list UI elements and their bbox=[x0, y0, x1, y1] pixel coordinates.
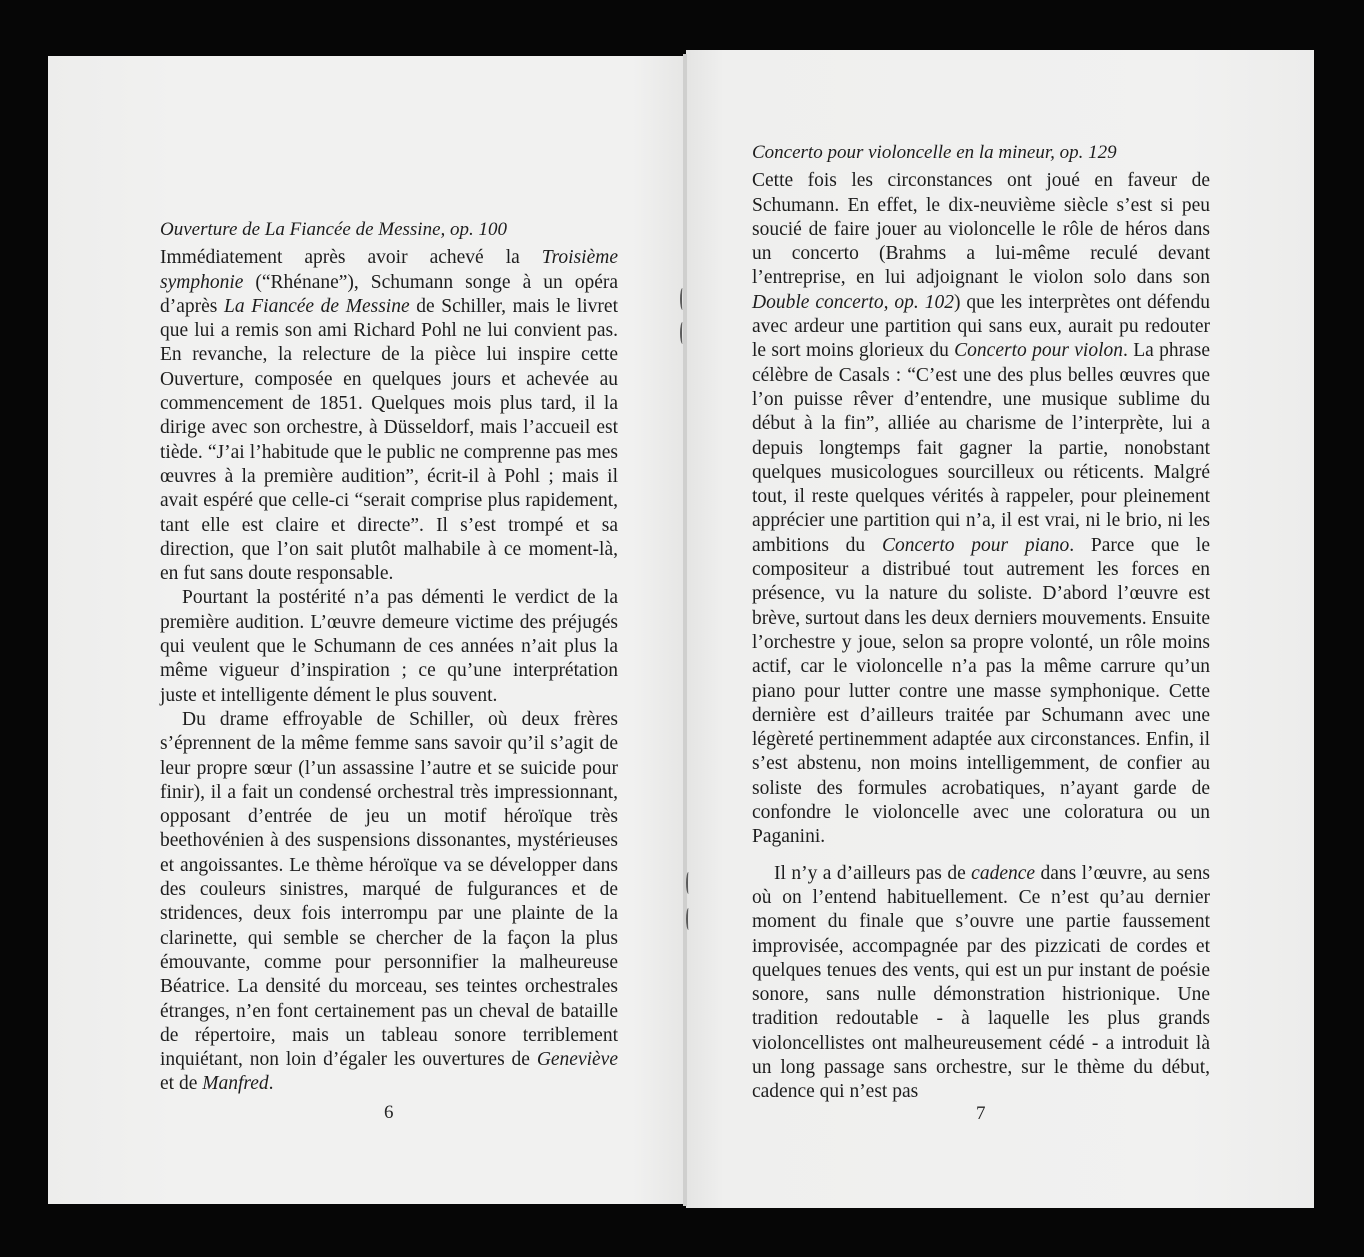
left-page-title: Ouverture de La Fiancée de Messine, op. 100 bbox=[160, 219, 508, 240]
text-run: Il n’y a d’ailleurs pas de bbox=[774, 862, 972, 884]
text-run: (“Rhénane”), Schumann songe à un opéra d’après bbox=[160, 271, 618, 317]
right-page-title: Concerto pour violoncelle en la mineur, op. 129 bbox=[752, 142, 1117, 163]
text-run: ) que les interprètes ont défendu avec ardeur une partition qui sans eux, aurait pu redouter le sort moins glorieux du bbox=[752, 291, 1210, 362]
text-run: . Parce que le compositeur a distribué tout autrement les forces en présence, vu la nature du soliste. D’abord l’œuvre est brève, surtout dans les deux derniers mouvements. Ensuite l’orchestre y joue, selon sa propre volonté, un rôle moins actif, car le violoncelle n’a pas la même carrure qu’un piano pour lutter contre une masse symphonique. Cette dernière est d’ailleurs traitée par Schumann avec une légèreté pertinemment adaptée aux circonstances. Enfin, il s’est abstenu, non moins intelligemment, de confier au soliste des formules acrobatiques, n’ayant garde de confondre le violoncelle avec une coloratura ou un Paganini. bbox=[752, 534, 1210, 848]
paragraph bbox=[752, 169, 1210, 849]
staple-mark bbox=[680, 322, 685, 344]
text-run: Immédiatement après avoir achevé la bbox=[160, 247, 542, 269]
text-run: de Schiller, mais le livret que lui a remis son ami Richard Pohl ne lui convient pas. En revanche, la relecture de la pièce lui inspire cette Ouverture, composée en quelques jours et achevée au commencement de 1851. Quelques mois plus tard, il la dirige avec son orchestre, à Düsseldorf, mais l’accueil est tiède. “J’ai l’habitude que le public ne comprenne pas mes œuvres à la première audition”, écrit-il à Pohl ; mais il avait espéré que celle-ci “serait comprise plus rapidement, tant elle est claire et directe”. Il s’est trompé et sa direction, que l’on sait plutôt malhabile à ce moment-là, en fut sans doute responsable. bbox=[160, 295, 618, 585]
text-run: Cette fois les circonstances ont joué en faveur de Schumann. En effet, le dix-neuvième siècle s’est si peu soucié de faire jouer au violoncelle le rôle de héros dans un concerto (Brahms a lui-même reculé devant l’entreprise, en lui adjoignant le violon solo dans son bbox=[752, 170, 1210, 289]
text-run: . La phrase célèbre de Casals : “C’est une des plus belles œuvres que l’on puisse rêver d’entendre, une musique sublime du début à la fin”, alliée au charisme de l’interprète, lui a depuis longtemps fait gagner la partie, nonobstant quelques musicologues sourcilleux ou réticents. Malgré tout, il reste quelques vérités à rappeler, pour pleinement apprécier une partition qui n’a, il est vrai, ni le brio, ni les ambitions du bbox=[752, 340, 1211, 556]
staple-mark bbox=[686, 872, 691, 894]
italic-text: La Fiancée de Messine bbox=[224, 295, 410, 317]
italic-text: Concerto pour piano bbox=[881, 534, 1070, 556]
left-page-body bbox=[160, 218, 618, 1097]
italic-text: Manfred bbox=[202, 1073, 269, 1095]
text-run: et de bbox=[160, 1073, 203, 1095]
paragraph bbox=[160, 246, 618, 586]
paragraph bbox=[752, 862, 1210, 1105]
italic-text: Troisième symphonie bbox=[160, 247, 618, 293]
page-number: 6 bbox=[384, 1102, 394, 1123]
text-run: Pourtant la postérité n’a pas démenti le verdict de la première audition. L’œuvre demeure victime des préjugés qui veulent que le Schumann de ces années n’ait plus la même vigueur d’inspiration ; ce qu’une interprétation juste et intelligente dément le plus souvent. bbox=[160, 587, 618, 706]
text-run: dans l’œuvre, au sens où on l’entend habituellement. Ce n’est qu’au dernier moment du finale que s’ouvre une partie faussement improvisée, accompagnée par des pizzicati de cordes et quelques tenues des vents, qui est un pur instant de poésie sonore, sans nulle démonstration histrionique. Une tradition redoutable - à laquelle les plus grands violoncellistes ont malheureusement cédé - a introduit là un long passage sans orchestre, sur le thème du début, cadence qui n’est pas bbox=[752, 862, 1211, 1103]
italic-text: cadence bbox=[971, 862, 1036, 884]
paragraph bbox=[160, 586, 618, 707]
text-run: Du drame effroyable de Schiller, où deux frères s’éprennent de la même femme sans savoir qu’il s’agit de leur propre sœur (l’un assassine l’autre et se suicide pour finir), il a fait un condensé orchestral très impressionnant, opposant d’entrée de jeu un motif héroïque très beethovénien à des suspensions dissonantes, mystérieuses et angoissantes. Le thème héroïque va se développer dans des couleurs sinistres, marqué de fulgurances et de stridences, deux fois interrompu par une plainte de la clarinette, qui semble se chercher de la façon la plus émouvante, comme pour personnifier la malheureuse Béatrice. La densité du morceau, ses teintes orchestrales étranges, n’en font certainement pas un cheval de bataille de répertoire, mais un tableau sonore terriblement inquiétant, non loin d’égaler les ouvertures de bbox=[160, 708, 618, 1071]
book-gutter bbox=[683, 54, 687, 1206]
text-run: . bbox=[268, 1073, 274, 1095]
staple-mark bbox=[680, 288, 685, 310]
staple-mark bbox=[686, 908, 691, 930]
italic-text: Geneviève bbox=[536, 1049, 618, 1071]
right-page-body bbox=[752, 141, 1210, 1105]
italic-text: Double concerto, op. 102 bbox=[752, 291, 954, 313]
paragraph bbox=[160, 708, 618, 1097]
italic-text: Concerto pour violon bbox=[954, 340, 1123, 362]
page-number: 7 bbox=[976, 1103, 986, 1124]
